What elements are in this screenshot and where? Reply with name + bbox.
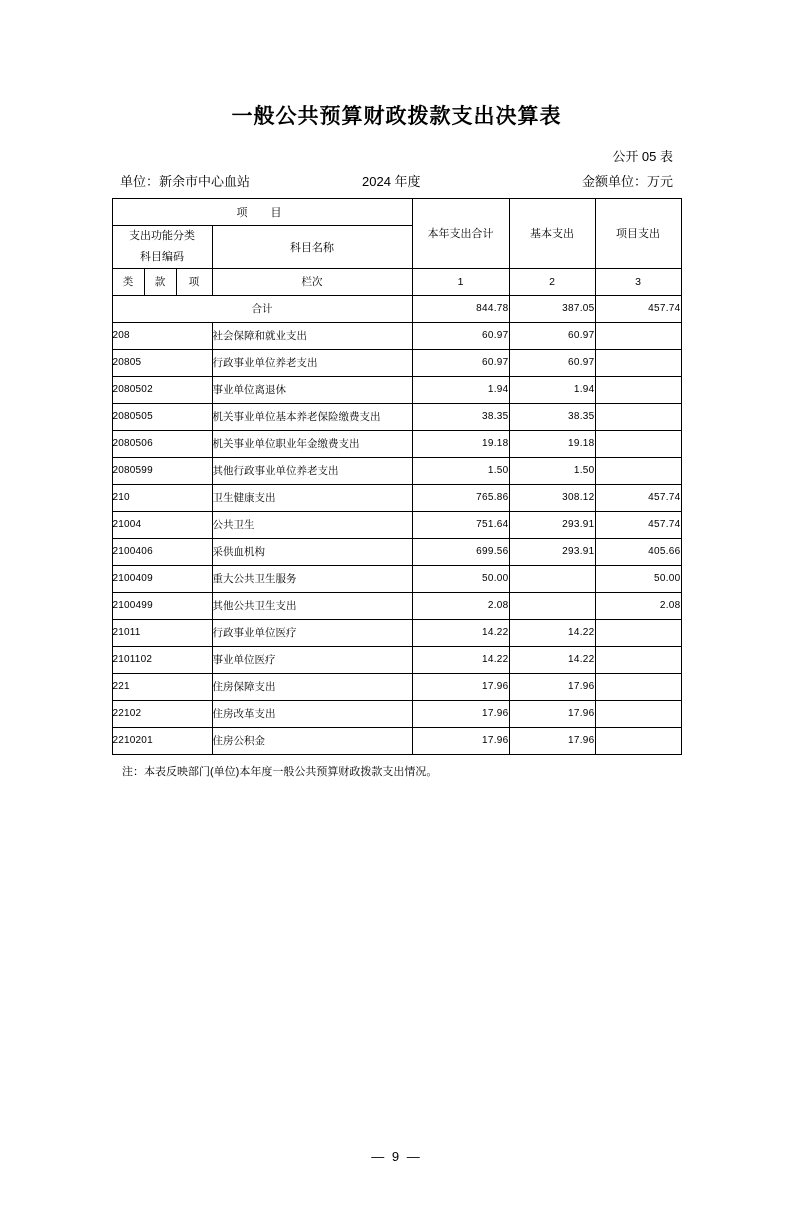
row-subject-name: 其他行政事业单位养老支出	[212, 457, 412, 484]
table-row	[112, 646, 681, 673]
row-value-basic: 60.97	[509, 349, 595, 376]
table-row	[112, 349, 681, 376]
row-value-project	[595, 430, 681, 457]
row-code: 208	[112, 322, 212, 349]
total-value-total: 844.78	[412, 295, 509, 322]
row-value-project: 457.74	[595, 511, 681, 538]
row-code: 21004	[112, 511, 212, 538]
table-row	[112, 727, 681, 754]
row-subject-name: 住房改革支出	[212, 700, 412, 727]
row-code: 20805	[112, 349, 212, 376]
row-code: 221	[112, 673, 212, 700]
header-lanci: 栏次	[212, 268, 412, 295]
row-code: 2210201	[112, 727, 212, 754]
row-value-total: 751.64	[412, 511, 509, 538]
page-title: 一般公共预算财政拨款支出决算表	[231, 105, 562, 128]
row-code: 2100406	[112, 538, 212, 565]
row-value-total: 2.08	[412, 592, 509, 619]
row-value-total: 699.56	[412, 538, 509, 565]
row-value-basic: 17.96	[509, 673, 595, 700]
row-value-project: 457.74	[595, 484, 681, 511]
table-header-row-3	[112, 268, 681, 295]
table-row	[112, 700, 681, 727]
table-row	[112, 619, 681, 646]
row-value-basic: 17.96	[509, 727, 595, 754]
row-value-project	[595, 646, 681, 673]
table-row	[112, 484, 681, 511]
header-col-basic: 基本支出	[509, 199, 595, 269]
row-value-project	[595, 322, 681, 349]
header-col-project: 项目支出	[595, 199, 681, 269]
row-subject-name: 行政事业单位医疗	[212, 619, 412, 646]
row-value-total: 1.50	[412, 457, 509, 484]
row-value-total: 14.22	[412, 646, 509, 673]
table-header-row-1	[112, 199, 681, 226]
row-value-total: 17.96	[412, 700, 509, 727]
row-subject-name: 机关事业单位职业年金缴费支出	[212, 430, 412, 457]
row-code: 2080506	[112, 430, 212, 457]
table-row	[112, 457, 681, 484]
row-subject-name: 卫生健康支出	[212, 484, 412, 511]
page-number: — 9 —	[371, 1149, 422, 1164]
row-value-basic: 60.97	[509, 322, 595, 349]
table-row	[112, 592, 681, 619]
header-class-code	[112, 226, 212, 269]
row-value-project	[595, 727, 681, 754]
row-code: 2080502	[112, 376, 212, 403]
row-subject-name: 社会保障和就业支出	[212, 322, 412, 349]
budget-table	[112, 198, 682, 755]
row-value-project: 2.08	[595, 592, 681, 619]
header-num-1: 1	[412, 268, 509, 295]
row-subject-name: 公共卫生	[212, 511, 412, 538]
row-value-basic: 308.12	[509, 484, 595, 511]
row-value-total: 765.86	[412, 484, 509, 511]
total-value-basic: 387.05	[509, 295, 595, 322]
row-value-project	[595, 619, 681, 646]
row-subject-name: 住房公积金	[212, 727, 412, 754]
row-subject-name: 住房保障支出	[212, 673, 412, 700]
row-subject-name: 事业单位医疗	[212, 646, 412, 673]
header-subject-name: 科目名称	[212, 226, 412, 269]
table-row-total	[112, 295, 681, 322]
row-code: 21011	[112, 619, 212, 646]
table-row	[112, 430, 681, 457]
row-subject-name: 事业单位离退休	[212, 376, 412, 403]
row-value-basic	[509, 565, 595, 592]
row-value-basic: 19.18	[509, 430, 595, 457]
row-value-basic: 1.94	[509, 376, 595, 403]
row-value-basic	[509, 592, 595, 619]
row-value-total: 60.97	[412, 349, 509, 376]
row-value-basic: 1.50	[509, 457, 595, 484]
row-code: 210	[112, 484, 212, 511]
row-subject-name: 机关事业单位基本养老保险缴费支出	[212, 403, 412, 430]
row-code: 2080599	[112, 457, 212, 484]
table-row	[112, 673, 681, 700]
row-value-project	[595, 457, 681, 484]
header-kuan: 款	[144, 268, 176, 295]
row-value-total: 17.96	[412, 727, 509, 754]
row-value-basic: 14.22	[509, 619, 595, 646]
row-value-total: 14.22	[412, 619, 509, 646]
table-row	[112, 322, 681, 349]
header-num-2: 2	[509, 268, 595, 295]
row-value-total: 1.94	[412, 376, 509, 403]
row-value-project: 405.66	[595, 538, 681, 565]
row-code: 22102	[112, 700, 212, 727]
row-code: 2101102	[112, 646, 212, 673]
table-note: 注：本表反映部门(单位)本年度一般公共预算财政拨款支出情况。	[122, 765, 438, 778]
row-value-project	[595, 673, 681, 700]
header-xiang: 项	[176, 268, 212, 295]
header-class-code-line1: 支出功能分类	[129, 230, 195, 242]
meta-row	[0, 171, 793, 190]
row-code: 2100499	[112, 592, 212, 619]
row-value-total: 38.35	[412, 403, 509, 430]
amount-unit-label: 金额单位：万元	[581, 174, 673, 189]
table-row	[112, 511, 681, 538]
row-value-total: 50.00	[412, 565, 509, 592]
row-subject-name: 采供血机构	[212, 538, 412, 565]
row-value-total: 19.18	[412, 430, 509, 457]
row-value-project	[595, 349, 681, 376]
row-subject-name: 行政事业单位养老支出	[212, 349, 412, 376]
document-page	[0, 100, 793, 1222]
row-value-total: 60.97	[412, 322, 509, 349]
row-subject-name: 重大公共卫生服务	[212, 565, 412, 592]
table-row	[112, 565, 681, 592]
header-col-total: 本年支出合计	[412, 199, 509, 269]
row-value-basic: 293.91	[509, 511, 595, 538]
total-label: 合计	[112, 295, 412, 322]
row-value-basic: 38.35	[509, 403, 595, 430]
row-code: 2080505	[112, 403, 212, 430]
table-body	[112, 295, 681, 754]
header-class-code-line2: 科目编码	[140, 250, 184, 263]
row-value-project: 50.00	[595, 565, 681, 592]
row-value-project	[595, 700, 681, 727]
row-code: 2100409	[112, 565, 212, 592]
row-value-basic: 14.22	[509, 646, 595, 673]
row-value-project	[595, 376, 681, 403]
row-value-basic: 293.91	[509, 538, 595, 565]
header-num-3: 3	[595, 268, 681, 295]
header-lei: 类	[112, 268, 144, 295]
year-label: 2024 年度	[362, 174, 421, 189]
unit-label: 单位：新余市中心血站	[120, 174, 251, 189]
row-value-total: 17.96	[412, 673, 509, 700]
header-item-group: 项 目	[112, 199, 412, 226]
row-subject-name: 其他公共卫生支出	[212, 592, 412, 619]
row-value-basic: 17.96	[509, 700, 595, 727]
table-row	[112, 538, 681, 565]
table-row	[112, 376, 681, 403]
sheet-number: 公开 05 表	[612, 149, 673, 164]
table-row	[112, 403, 681, 430]
total-value-project: 457.74	[595, 295, 681, 322]
row-value-project	[595, 403, 681, 430]
